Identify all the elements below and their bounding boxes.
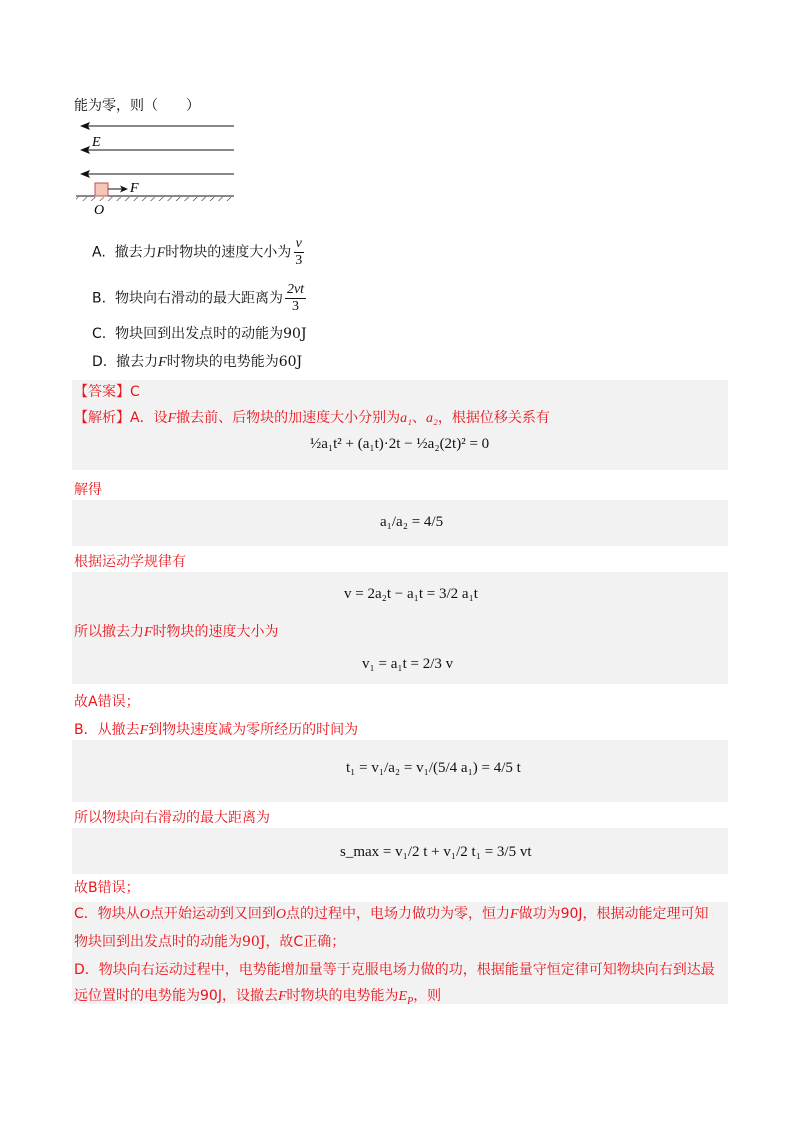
c-line-2: 物块回到出发点时的动能为90J，故C正确； [74, 934, 346, 950]
question-stem-tail: 能为零，则（ ） [74, 98, 200, 114]
b-wrong: 故B错误； [74, 880, 140, 896]
equation-4: v₁ = a₁t = 2/3 v [362, 656, 454, 672]
label-O: O [94, 203, 105, 216]
a-wrong: 故A错误； [74, 694, 140, 710]
answer-line: 【答案】C [74, 384, 140, 400]
field-diagram [72, 118, 242, 216]
label-E: E [92, 135, 101, 150]
equation-2: a₁/a₂ = 4/5 [380, 514, 444, 530]
kinematics-label: 根据运动学规律有 [74, 554, 186, 570]
option-c: C. 物块回到出发点时的动能为90J [92, 326, 307, 342]
field-line-1 [80, 122, 234, 130]
d-line-1: D．物块向右运动过程中，电势能增加量等于克服电场力做的功，根据能量守恒定律可知物块向右到达最 [74, 962, 715, 978]
equation-6: s_max = v₁/2 t + v₁/2 t₁ = 3/5 vt [340, 844, 532, 860]
speed-intro: 所以撤去力F时物块的速度大小为 [74, 624, 279, 640]
option-d: D. 撤去力F时物块的电势能为60J [92, 354, 303, 370]
d-line-2: 远位置时的电势能为90J，设撤去F时物块的电势能为$E_P$，则 [74, 988, 442, 1007]
option-a: A. 撤去力F时物块的速度大小为 $\frac{v}{3}$ [92, 236, 303, 268]
equation-3: v = 2a₂t − a₁t = 3/2 a₁t [344, 586, 478, 602]
option-b: B. 物块向右滑动的最大距离为 $\frac{2vt}{3}$ [92, 282, 305, 314]
label-F: F [130, 181, 139, 196]
ground-hatch [76, 197, 234, 201]
solve-label: 解得 [74, 482, 102, 498]
b-dist: 所以物块向右滑动的最大距离为 [74, 810, 270, 826]
equation-5: t₁ = v₁/a₂ = v₁/(5/4 a₁) = 4/5 t [346, 760, 521, 776]
field-line-2 [80, 146, 234, 154]
force-arrow [108, 186, 128, 193]
equation-1: ½a₁t² + (a₁t)·2t − ½a₂(2t)² = 0 [310, 436, 490, 452]
analysis-line-1: 【解析】A．设F撤去前、后物块的加速度大小分别为a₁、a₂，根据位移关系有 [74, 410, 550, 426]
b-intro: B．从撤去F到物块速度减为零所经历的时间为 [74, 722, 359, 738]
c-line-1: C．物块从O点开始运动到又回到O点的过程中，电场力做功为零，恒力F做功为90J，根据动能定理可知 [74, 906, 709, 922]
block [95, 183, 108, 196]
field-line-3 [80, 170, 234, 178]
